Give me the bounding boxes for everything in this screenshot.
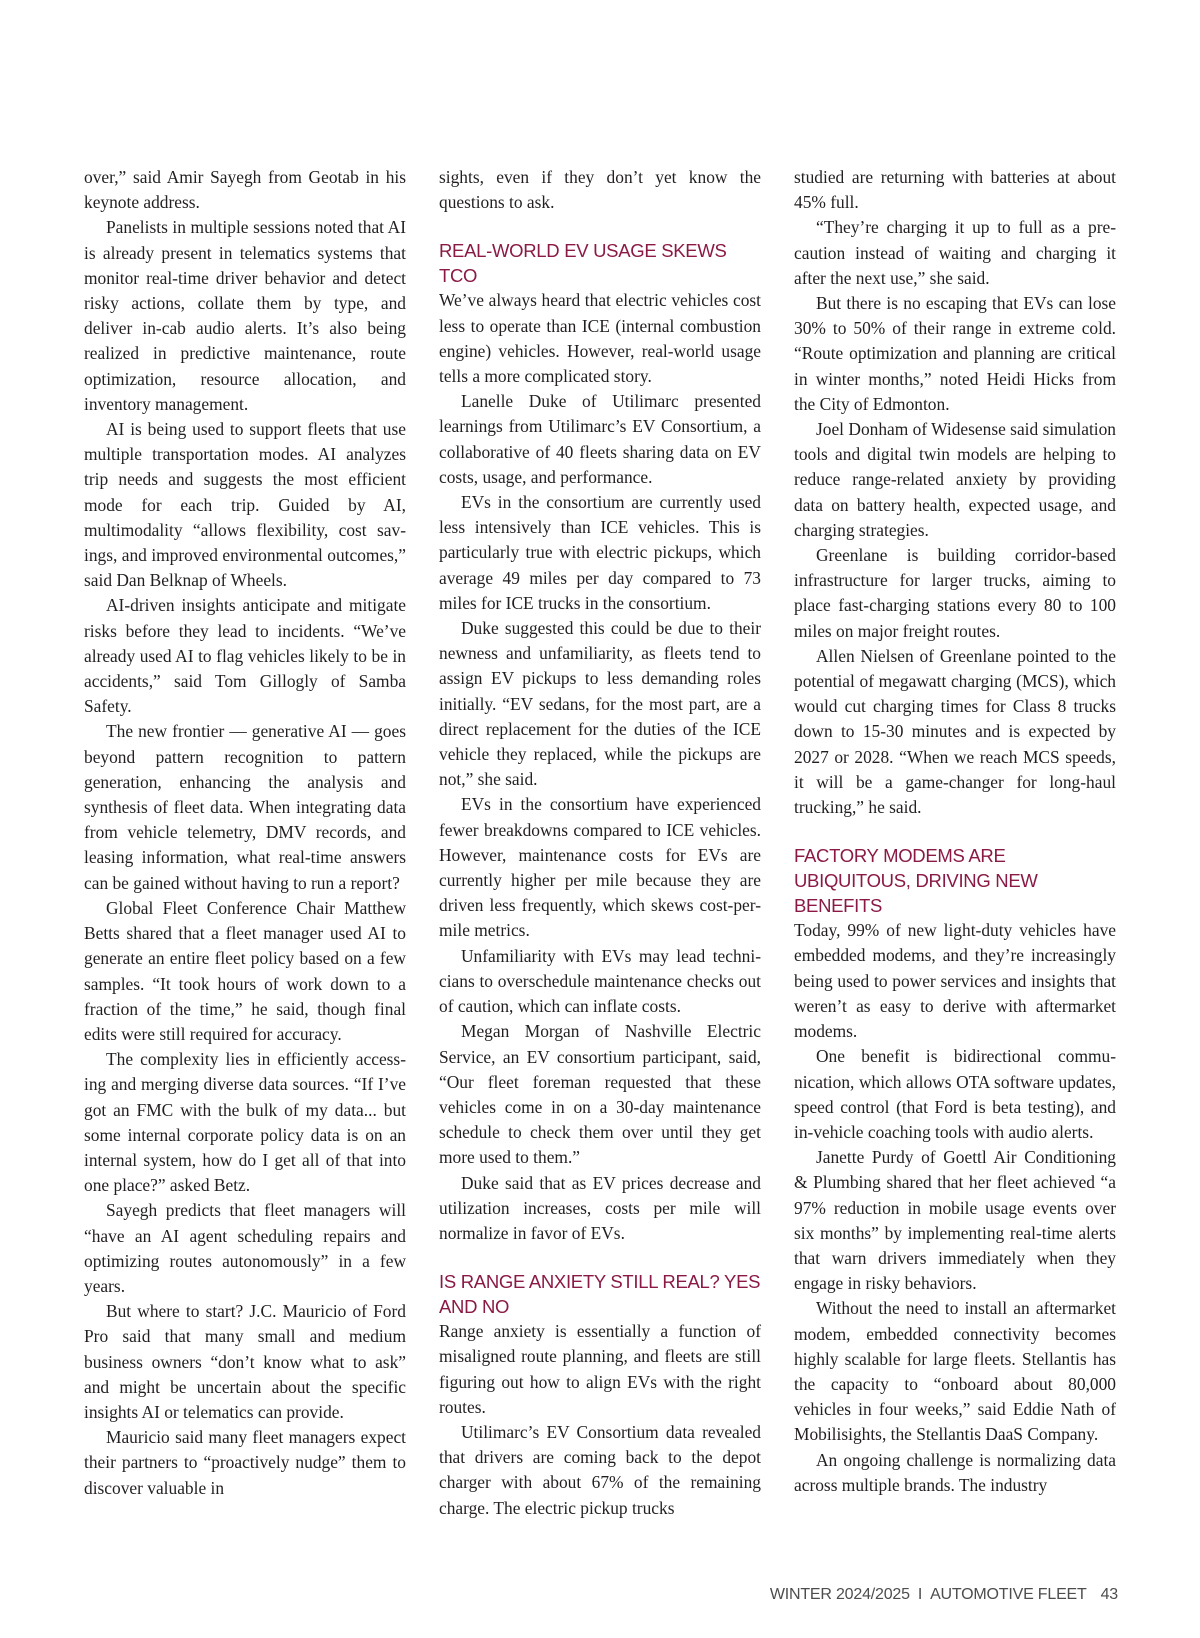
publication-name: AUTOMOTIVE FLEET [930,1586,1087,1603]
body-paragraph: studied are returning with batteries at about 45% full. [794,167,1116,213]
article-column-3 [794,165,1116,1498]
body-paragraph: But there is no escaping that EVs can lose 30% to 50% of their range in extreme cold. “Route optimization and planning are critical in winter months,” noted Heidi Hicks from the City of Edmonton. [794,293,1116,414]
body-paragraph: “They’re charging it up to full as a precaution instead of waiting and charging it after the next use,” she said. [794,217,1116,288]
article-column-2 [439,165,761,1521]
body-paragraph: Janette Purdy of Goettl Air Conditioning & Plumbing shared that her fleet achieved “a 97% reduction in mobile usage events over six months” by implementing real-time alerts that warn drivers immediately when they engage in risky behaviors. [794,1147,1116,1294]
body-paragraph: We’ve always heard that electric vehicles cost less to operate than ICE (internal combustion engine) vehicles. However, real-world usage tells a more complicated story. [439,290,761,387]
section-heading: FACTORY MODEMS ARE UBIQUITOUS, DRIVING NEW BENEFITS [794,845,1038,917]
section-heading: IS RANGE ANXIETY STILL REAL? YES AND NO [439,1271,761,1318]
body-paragraph: Today, 99% of new light-duty vehicles have embedded modems, and they’re increasingly being used to power services and insights that weren’t as easy to derive with aftermarket modems. [794,920,1116,1042]
body-paragraph: But where to start? J.C. Mauricio of Ford Pro said that many small and medium business owners “don’t know what to ask” and might be uncertain about the specific insights AI or telematics can provide. [84,1301,406,1422]
body-paragraph: Mauricio said many fleet managers expect their partners to “proactively nudge” them to discover valuable in [84,1427,406,1498]
body-paragraph: EVs in the consortium have experienced fewer breakdowns compared to ICE vehicles. However, maintenance costs for EVs are currently higher per mile because they are driven less frequently, which skews cost-per-mile metrics. [439,794,761,941]
body-paragraph: Global Fleet Conference Chair Matthew Betts shared that a fleet manager used AI to generate an entire fleet policy based on a few samples. “It took hours of work down to a fraction of the time,” he said, though final edits were still required for accuracy. [84,897,406,1044]
body-paragraph: Allen Nielsen of Greenlane pointed to the potential of megawatt charging (MCS), which would cut charging times for Class 8 trucks down to 15-30 minutes and is expected by 2027 or 2028. “When we reach MCS speeds, it will be a game-changer for long-haul trucking,” he said. [794,645,1116,818]
body-paragraph: Greenlane is building corridor-based infrastructure for larger trucks, aiming to place fast-charging stations every 80 to 100 miles on major freight routes. [794,545,1116,641]
body-paragraph: Unfamiliarity with EVs may lead technicians to overschedule maintenance checks out of caution, which can inflate costs. [439,945,761,1017]
page-footer [770,1586,1118,1604]
body-paragraph: Lanelle Duke of Utilimarc presented learnings from Utilimarc’s EV Consortium, a collaborative of 40 fleets sharing data on EV costs, usage, and performance. [439,391,761,487]
issue-date: WINTER 2024/2025 [769,1586,910,1603]
body-paragraph: Duke said that as EV prices decrease and utilization increases, costs per mile will normalize in favor of EVs. [439,1172,761,1243]
body-paragraph: An ongoing challenge is normalizing data across multiple brands. The industry [794,1449,1116,1495]
body-paragraph: sights, even if they don’t yet know the questions to ask. [439,167,761,213]
footer-separator: I [917,1586,923,1603]
body-paragraph: Duke suggested this could be due to their newness and unfamiliarity, as fleets tend to assign EV pickups to less demanding roles initially. “EV sedans, for the most part, are a direct replacement for the duties of the ICE vehicle they replaced, while the pickups are not,” she said. [439,618,761,790]
body-paragraph: One benefit is bidirectional communication, which allows OTA software updates, speed control (that Ford is beta testing), and in-vehicle coaching tools with audio alerts. [794,1046,1116,1142]
body-paragraph: Megan Morgan of Nashville Electric Service, an EV consortium participant, said, “Our fleet foreman requested that these vehicles come in on a 30-day maintenance schedule to check them over until they get more used to them.” [439,1021,761,1168]
body-paragraph: AI is being used to support fleets that use multiple transportation modes. AI analyzes trip needs and suggests the most efficient mode for each trip. Guided by AI, multimodality “allows flexibility, cost savings, and improved environmental outcomes,” said Dan Belknap of Wheels. [84,419,406,591]
article-column-1 [84,165,406,1501]
page-number: 43 [1100,1586,1118,1603]
body-paragraph: Without the need to install an aftermarket modem, embedded connectivity becomes highly scalable for large fleets. Stellantis has the capacity to “onboard about 80,000 vehicles in four weeks,” said Eddie Nath of Mobilisights, the Stellantis DaaS Company. [794,1298,1116,1445]
body-paragraph: Range anxiety is essentially a function of misaligned route planning, and fleets are still figuring out how to align EVs with the right routes. [439,1321,761,1417]
body-paragraph: EVs in the consortium are currently used less intensively than ICE vehicles. This is particularly true with electric pickups, which average 49 miles per day compared to 73 miles for ICE trucks in the consortium. [439,492,761,613]
body-paragraph: Sayegh predicts that fleet managers will “have an AI agent scheduling repairs and optimizing routes autonomously” in a few years. [84,1200,406,1296]
body-paragraph: Joel Donham of Widesense said simulation tools and digital twin models are helping to reduce range-related anxiety by providing data on battery health, expected usage, and charging strategies. [794,419,1116,540]
section-heading: REAL-WORLD EV USAGE SKEWS TCO [439,240,727,287]
body-paragraph: The complexity lies in efficiently accessing and merging diverse data sources. “If I’ve got an FMC with the bulk of my data... but some internal corporate policy data is on an internal system, how do I get all of that into one place?” asked Betz. [84,1049,406,1196]
body-paragraph: Panelists in multiple sessions noted that AI is already present in telematics systems that monitor real-time driver behavior and detect risky actions, collate them by type, and deliver in-cab audio alerts. It’s also being realized in predictive maintenance, route optimization, resource allocation, and inventory management. [84,217,406,414]
body-paragraph: Utilimarc’s EV Consortium data revealed that drivers are coming back to the depot charger with about 67% of the remaining charge. The electric pickup trucks [439,1421,761,1518]
body-paragraph: AI-driven insights anticipate and mitigate risks before they lead to incidents. “We’ve already used AI to flag vehicles likely to be in accidents,” said Tom Gillogly of Samba Safety. [84,595,406,717]
body-paragraph: over,” said Amir Sayegh from Geotab in his keynote address. [84,167,406,213]
body-paragraph: The new frontier — generative AI — goes beyond pattern recognition to pattern generation, enhancing the analysis and synthesis of fleet data. When integrating data from vehicle telemetry, DMV records, and leasing information, what real-time answers can be gained without having to run a report? [84,721,406,893]
